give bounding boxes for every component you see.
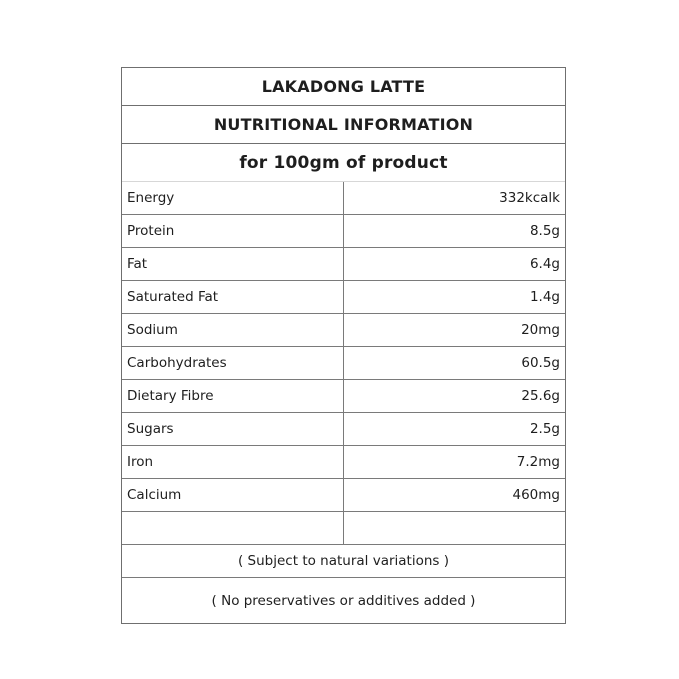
nutrient-value: 2.5g	[529, 421, 560, 437]
nutrient-value: 25.6g	[521, 388, 560, 404]
nutrient-name: Fat	[122, 248, 344, 280]
table-row	[122, 413, 565, 446]
nutrition-label	[121, 67, 566, 624]
nutrient-value: 6.4g	[529, 256, 560, 272]
table-row	[122, 446, 565, 479]
nutrient-name	[122, 512, 344, 544]
table-row	[122, 281, 565, 314]
table-row	[122, 248, 565, 281]
variation-note: ( Subject to natural variations )	[122, 545, 565, 578]
nutrient-name: Carbohydrates	[122, 347, 344, 379]
table-row-empty	[122, 512, 565, 545]
nutrition-table	[122, 182, 565, 545]
nutrient-name: Protein	[122, 215, 344, 247]
nutrient-value: 8.5g	[529, 223, 560, 239]
nutrient-value: 460mg	[512, 487, 560, 503]
product-name: LAKADONG LATTE	[122, 68, 565, 106]
preservatives-note: ( No preservatives or additives added )	[211, 592, 476, 609]
nutrient-name: Dietary Fibre	[122, 380, 344, 412]
nutrient-value: 60.5g	[521, 355, 560, 371]
nutrient-name: Sodium	[122, 314, 344, 346]
nutrient-name: Sugars	[122, 413, 344, 445]
nutrient-value: 332kcalk	[499, 190, 560, 206]
nutrient-name: Saturated Fat	[122, 281, 344, 313]
table-row	[122, 479, 565, 512]
nutrient-name: Calcium	[122, 479, 344, 511]
table-row	[122, 182, 565, 215]
nutrient-value	[344, 512, 565, 544]
table-row	[122, 314, 565, 347]
nutrient-value: 20mg	[521, 322, 560, 338]
table-row	[122, 380, 565, 413]
nutrient-name: Energy	[122, 182, 344, 214]
table-row	[122, 215, 565, 248]
serving-basis: for 100gm of product	[122, 144, 565, 182]
nutrient-name: Iron	[122, 446, 344, 478]
section-title: NUTRITIONAL INFORMATION	[122, 106, 565, 144]
nutrient-value: 7.2mg	[516, 454, 560, 470]
table-row	[122, 347, 565, 380]
nutrient-value: 1.4g	[529, 289, 560, 305]
